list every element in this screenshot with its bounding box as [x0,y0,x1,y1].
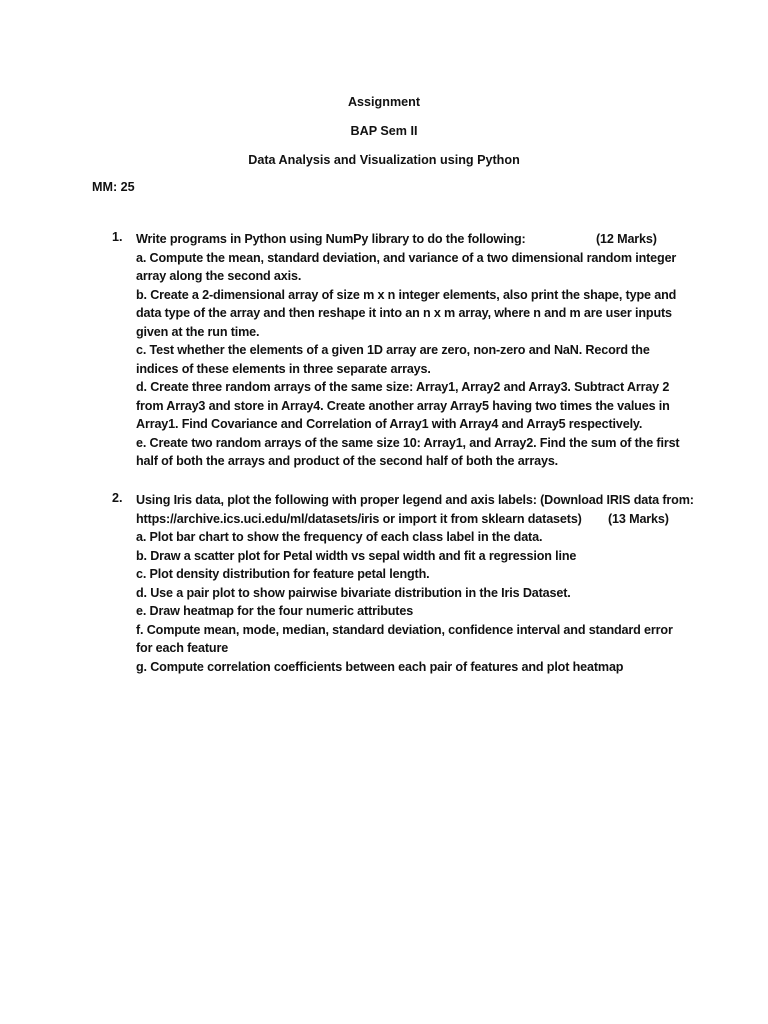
document-title: Assignment [347,95,421,109]
document-subtitle: BAP Sem II [350,124,418,138]
question-part: a. Compute the mean, standard deviation, and variance of a two dimensional random integer array along the second axis. [136,250,677,283]
question-body [136,491,694,676]
question-intro-row [136,491,694,510]
question-intro-row [136,230,682,249]
max-marks: MM: 25 [92,180,135,194]
question-marks: (13 Marks) [608,511,669,526]
question-part: b. Draw a scatter plot for Petal width vs sepal width and fit a regression line [136,548,577,563]
question-body [136,230,682,471]
question-part: d. Create three random arrays of the same size: Array1, Array2 and Array3. Subtract Array 2 from Array3 and store in Array4. Create another array Array5 having two times the values in Array1. Find Covariance and Correlation of Array1 with Array4 and Array5 respectively. [136,380,670,431]
question-part: b. Create a 2-dimensional array of size m x n integer elements, also print the shape, type and data type of the array and then reshape it into an n x m array, where n and m are user inputs given at the run time. [136,287,677,339]
question-marks: (12 Marks) [596,232,657,246]
question-intro-row [136,510,682,529]
question-number: 2. [112,491,123,505]
question-number: 1. [112,230,123,244]
question-part: f. Compute mean, mode, median, standard deviation, confidence interval and standard error for each feature [136,622,673,655]
question-part: c. Plot density distribution for feature petal length. [136,567,430,581]
question-intro-source: https://archive.ics.uci.edu/ml/datasets/iris or import it from sklearn datasets) [136,511,582,526]
question-intro: Using Iris data, plot the following with proper legend and axis labels: (Download IRIS data from: [136,493,694,507]
course-title: Data Analysis and Visualization using Python [248,153,520,167]
question-part: e. Draw heatmap for the four numeric attributes [136,604,414,618]
question-part: e. Create two random arrays of the same size 10: Array1, and Array2. Find the sum of the first half of both the arrays and product of the second half of both the arrays. [136,435,680,468]
question-part: d. Use a pair plot to show pairwise bivariate distribution in the Iris Dataset. [136,585,571,600]
question-part: c. Test whether the elements of a given 1D array are zero, non-zero and NaN. Record the indices of these elements in three separate arrays. [136,343,650,376]
question-intro: Write programs in Python using NumPy library to do the following: [136,232,526,246]
question-part: a. Plot bar chart to show the frequency of each class label in the data. [136,530,543,544]
question-part: g. Compute correlation coefficients between each pair of features and plot heatmap [136,659,624,674]
